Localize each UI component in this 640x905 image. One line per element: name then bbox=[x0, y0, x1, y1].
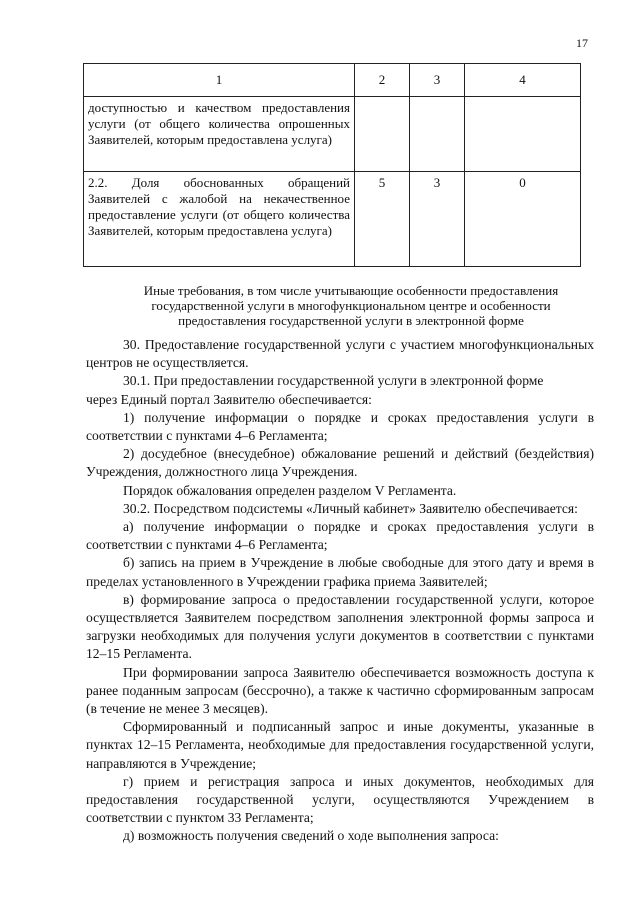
table-cell-value bbox=[465, 97, 581, 172]
indicator-text: 2.2. Доля обоснованных обращений Заявителей с жалобой на некачественное предоставление услуги (от общего количества Заявителей, которым предоставлена услуга) bbox=[88, 175, 350, 238]
table-header-cell: 2 bbox=[355, 64, 410, 97]
paragraph: б) запись на прием в Учреждение в любые свободные для этого дату и время в пределах установленного в Учреждении графика приема Заявителей; bbox=[86, 555, 594, 589]
table-row bbox=[84, 172, 581, 267]
paragraph: в) формирование запроса о предоставлении государственной услуги, которое осуществляется Заявителем посредством заполнения электронной формы запроса и загрузки необходимых для получения услуги документов в соответствии с пунктами 12–15 Регламента. bbox=[86, 591, 594, 662]
section-heading: Иные требования, в том числе учитывающие особенности предоставления государственной услуги в многофункциональном центре и особенности предоставления государственной услуги в электронной форме bbox=[143, 283, 559, 328]
paragraph: 30.2. Посредством подсистемы «Личный кабинет» Заявителю обеспечивается: bbox=[123, 500, 578, 516]
table-header-row bbox=[84, 64, 581, 97]
indicators-table bbox=[83, 63, 581, 267]
table-header-cell: 3 bbox=[410, 64, 465, 97]
table-header-cell: 4 bbox=[465, 64, 581, 97]
table-cell-indicator bbox=[84, 172, 355, 267]
paragraph: 30.1. При предоставлении государственной услуги в электронной форме bbox=[123, 373, 544, 389]
table-row bbox=[84, 97, 581, 172]
value-text bbox=[465, 97, 580, 100]
table-cell-value bbox=[410, 172, 465, 267]
table-cell-value bbox=[410, 97, 465, 172]
value-text: 0 bbox=[519, 175, 526, 190]
value-text bbox=[355, 97, 409, 100]
paragraph: д) возможность получения сведений о ходе выполнения запроса: bbox=[123, 828, 499, 844]
indicator-text: доступностью и качеством предоставления услуги (от общего количества опрошенных Заявителей, которым предоставлена услуга) bbox=[88, 100, 350, 147]
paragraph: г) прием и регистрация запроса и иных документов, необходимых для предоставления государственной услуги, осуществляются Учреждением в соответствии с пунктом 33 Регламента; bbox=[86, 773, 594, 826]
table-cell-value bbox=[355, 172, 410, 267]
paragraph: через Единый портал Заявителю обеспечивается: bbox=[86, 391, 372, 407]
table-cell-value bbox=[355, 97, 410, 172]
table-cell-indicator bbox=[84, 97, 355, 172]
paragraph: Сформированный и подписанный запрос и иные документы, указанные в пунктах 12–15 Регламента, необходимые для предоставления государственной услуги, направляются в Учреждение; bbox=[86, 719, 594, 771]
paragraph: Порядок обжалования определен разделом V Регламента. bbox=[123, 482, 457, 498]
paragraph: 30. Предоставление государственной услуги с участием многофункциональных центров не осуществляется. bbox=[86, 337, 594, 371]
paragraph: При формировании запроса Заявителю обеспечивается возможность доступа к ранее поданным запросам (бессрочно), а также к частично сформированным запросам (в течение не менее 3 месяцев). bbox=[86, 664, 594, 717]
body-text bbox=[86, 336, 594, 846]
value-text bbox=[410, 97, 464, 100]
value-text: 5 bbox=[378, 175, 386, 190]
paragraph: 2) досудебное (внесудебное) обжалование решений и действий (бездействия) Учреждения, должностного лица Учреждения. bbox=[86, 446, 594, 480]
table-cell-value bbox=[465, 172, 581, 267]
page-number: 17 bbox=[576, 36, 588, 50]
paragraph: а) получение информации о порядке и сроках предоставления услуги в соответствии с пунктами 4–6 Регламента; bbox=[86, 519, 594, 553]
table-header-cell: 1 bbox=[84, 64, 355, 97]
paragraph: 1) получение информации о порядке и сроках предоставления услуги в соответствии с пунктами 4–6 Регламента; bbox=[86, 409, 594, 444]
value-text: 3 bbox=[433, 175, 441, 190]
